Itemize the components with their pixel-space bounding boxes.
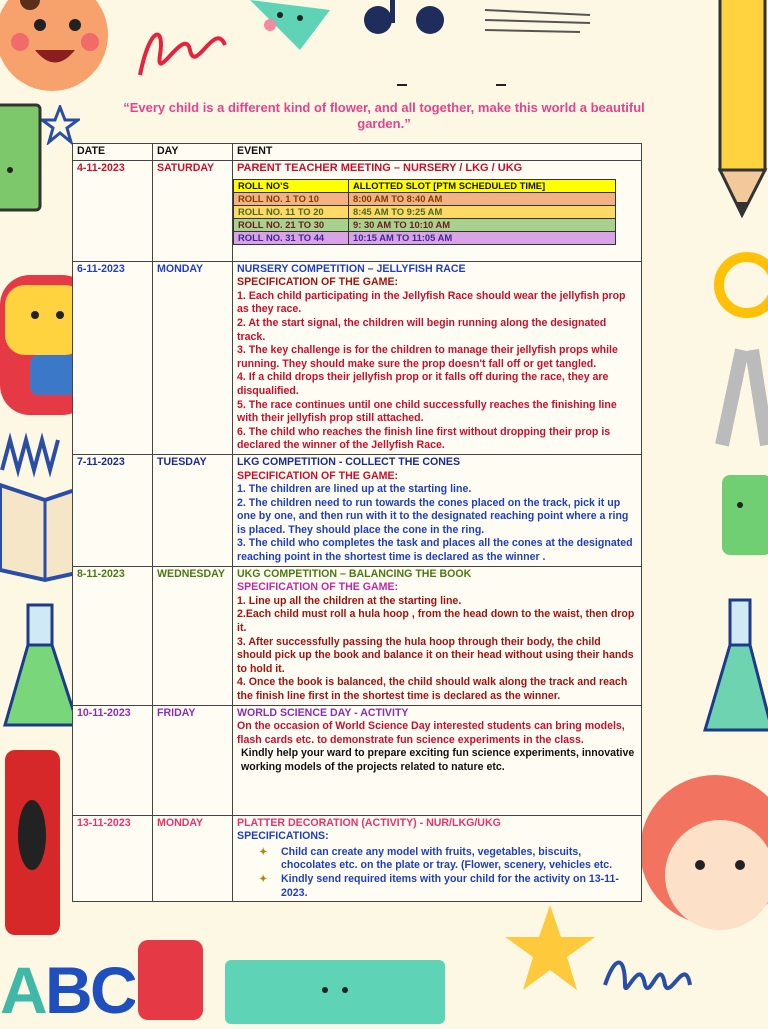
squiggle-decoration (135, 15, 235, 85)
abc-letters-decoration (0, 945, 135, 1024)
slot-roll: ROLL NO. 1 TO 10 (234, 193, 349, 206)
event-spec-heading: SPECIFICATION OF THE GAME: (237, 276, 399, 289)
slot-row (234, 193, 616, 206)
row-day: TUESDAY (153, 454, 233, 566)
crayon-sticker (0, 745, 70, 940)
star-burst-sticker (495, 895, 605, 1005)
event-line: 1. Line up all the children at the starting line. (237, 594, 462, 607)
slot-roll: ROLL NO. 31 TO 44 (234, 232, 349, 245)
slot-row (234, 206, 616, 219)
row-date: 4-11-2023 (73, 160, 153, 261)
slots-header-row (234, 180, 616, 193)
event-line: 2.Each child must roll a hula hoop , from the head down to the waist, then drop it. (237, 608, 635, 635)
row-day: MONDAY (153, 261, 233, 454)
schedule-table (72, 143, 642, 902)
row-event (233, 261, 642, 454)
ptm-slots-table (233, 179, 616, 245)
event-spec-heading: SPECIFICATION OF THE GAME: (237, 581, 399, 594)
svg-text:B: B (45, 953, 93, 1024)
row-day: FRIDAY (153, 705, 233, 815)
header-dash-left (397, 84, 407, 86)
table-row (73, 261, 642, 454)
table-row (73, 160, 642, 261)
slots-header-slot: ALLOTTED SLOT [PTM SCHEDULED TIME] (349, 180, 616, 193)
row-date: 8-11-2023 (73, 566, 153, 705)
event-paragraph: Kindly help your ward to prepare exciting fun science experiments, innovative working models of the projects related to nature etc. (241, 747, 635, 773)
ruler-sticker (240, 0, 340, 60)
list-item: ✦ Child can create any model with fruits, vegetables, biscuits, chocolates etc. on the plate or tray. (Flower, scenery, vehicles etc. (281, 846, 637, 873)
slot-row (234, 219, 616, 232)
event-paragraph: On the occasion of World Science Day interested students can bring models, flash cards etc. to demonstrate fun science experiments in the class. (237, 720, 625, 746)
event-title: PARENT TEACHER MEETING – NURSERY / LKG / UKG (237, 161, 523, 174)
slot-time: 9: 30 AM TO 10:10 AM (349, 219, 616, 232)
list-item: ✦ Kindly send required items with your child for the activity on 13-11-2023. (281, 873, 637, 900)
row-day: SATURDAY (153, 160, 233, 261)
flask-sticker-right (700, 590, 768, 740)
event-line: 3. After successfully passing the hula hoop through their body, the child should pick up the book and balance it on their head without using their hands to hold it. (237, 635, 634, 675)
event-line: 5. The race continues until one child successfully reaches the finishing line with their jellyfish prop still attached. (237, 398, 617, 425)
kid-face-sticker (0, 0, 115, 95)
row-event (233, 566, 642, 705)
lines-decoration (480, 5, 600, 35)
pencil-sticker (705, 0, 768, 230)
header-dash-right (496, 84, 506, 86)
event-line: 2. At the start signal, the children will begin running along the designated track. (237, 316, 607, 343)
event-line: 4. Once the book is balanced, the child should walk along the track and reach the finish line first in the shortest time is declared as the winner. (237, 676, 628, 702)
table-row (73, 815, 642, 902)
row-event (233, 160, 642, 261)
quote-text: “Every child is a different kind of flower, and all together, make this world a beautiful garden.” (123, 100, 645, 131)
event-title: UKG COMPETITION – BALANCING THE BOOK (237, 567, 472, 580)
ruler-bottom-sticker (225, 955, 450, 1024)
row-event (233, 454, 642, 566)
row-date: 13-11-2023 (73, 815, 153, 902)
slot-time: 10:15 AM TO 11:05 AM (349, 232, 616, 245)
event-spec-heading: SPECIFICATION OF THE GAME: (237, 469, 399, 482)
event-line: 1. The children are lined up at the starting line. (237, 483, 472, 496)
event-title: WORLD SCIENCE DAY - ACTIVITY (237, 706, 409, 719)
header-event: EVENT (233, 144, 642, 161)
event-title: LKG COMPETITION - COLLECT THE CONES (237, 455, 461, 468)
event-line: 3. The child who completes the task and places all the cones at the designated reaching point in the shortest time is declared as the winner . (237, 537, 633, 564)
row-event (233, 815, 642, 902)
eraser-sticker (712, 470, 768, 560)
sharpener-sticker (130, 930, 210, 1024)
slot-time: 8:45 AM TO 9:25 AM (349, 206, 616, 219)
row-day: WEDNESDAY (153, 566, 233, 705)
zigzag-decoration (0, 430, 70, 480)
row-date: 7-11-2023 (73, 454, 153, 566)
event-line: 1. Each child participating in the Jellyfish Race should wear the jellyfish prop as they race. (237, 289, 626, 316)
event-title: PLATTER DECORATION (ACTIVITY) - NUR/LKG/UKG (237, 816, 501, 829)
event-title: NURSERY COMPETITION – JELLYFISH RACE (237, 262, 466, 275)
slot-time: 8:00 AM TO 8:40 AM (349, 193, 616, 206)
table-row (73, 454, 642, 566)
row-date: 6-11-2023 (73, 261, 153, 454)
slot-roll: ROLL NO. 11 TO 20 (234, 206, 349, 219)
table-row (73, 705, 642, 815)
event-line: 2. The children need to run towards the cones placed on the track, pick it up one by one, and then run with it to the designated reaching point where a ring is placed. They should place the cone in the ring. (237, 496, 629, 536)
event-spec-heading: SPECIFICATIONS: (237, 830, 329, 843)
event-bullets (237, 846, 637, 900)
row-day: MONDAY (153, 815, 233, 902)
header-date: DATE (73, 144, 153, 161)
music-notes-decoration (360, 0, 470, 45)
book-green-sticker (0, 100, 55, 220)
header-day: DAY (153, 144, 233, 161)
row-event (233, 705, 642, 815)
scissors-sticker (712, 250, 768, 450)
row-date: 10-11-2023 (73, 705, 153, 815)
wave-decoration (600, 955, 768, 1000)
girl-face-sticker (635, 750, 768, 960)
svg-text:A: A (0, 953, 48, 1024)
table-row (73, 566, 642, 705)
table-header-row (73, 144, 642, 161)
event-line: 6. The child who reaches the finish line first without dropping their prop is declared the winner of the Jellyfish Race. (237, 425, 611, 452)
event-line: 4. If a child drops their jellyfish prop or it falls off during the race, they are disqualified. (237, 371, 609, 397)
event-line: 3. The key challenge is for the children to manage their jellyfish props while running. They should make sure the prop doesn't fall off or get tangled. (237, 344, 618, 370)
slot-row (234, 232, 616, 245)
slot-roll: ROLL NO. 21 TO 30 (234, 219, 349, 232)
svg-text:C: C (90, 953, 135, 1024)
slots-header-roll: ROLL NO’S (234, 180, 349, 193)
